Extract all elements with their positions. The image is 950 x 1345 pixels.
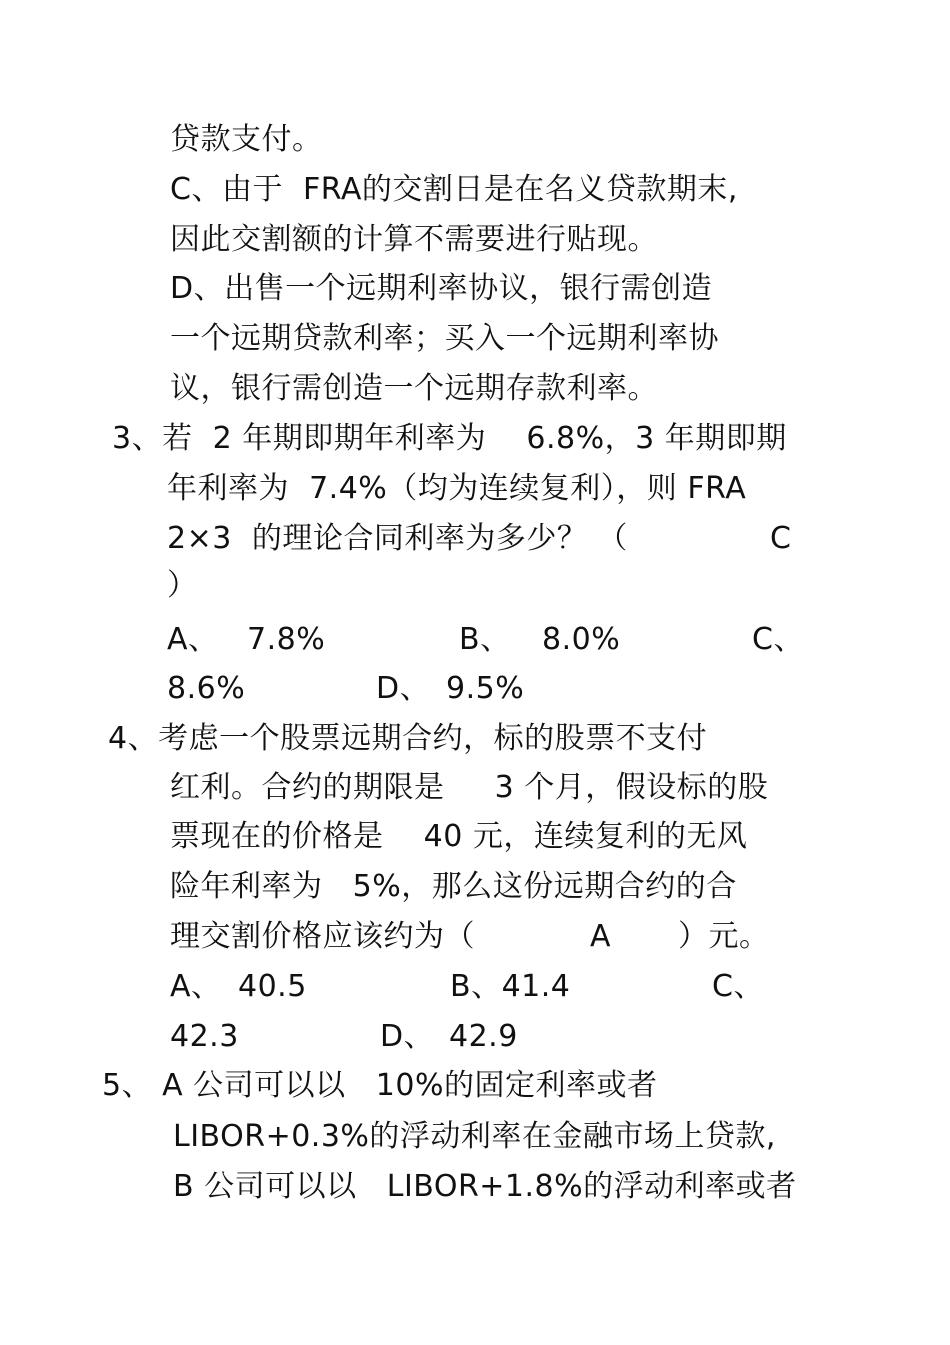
option-label: D、 <box>376 671 431 706</box>
option-label: D、 <box>380 1019 435 1054</box>
text-line: 险年利率为 5%，那么这份远期合约的合 <box>170 869 737 904</box>
option-value: 42.9 <box>449 1019 518 1054</box>
option-value: 9.5% <box>446 671 525 706</box>
text-line: 因此交割额的计算不需要进行贴现。 <box>170 222 658 257</box>
option-value: 40.5 <box>238 969 307 1004</box>
option-label: A、 <box>170 969 222 1004</box>
text-line: C、由于 FRA的交割日是在名义贷款期末, <box>170 172 738 207</box>
text-line: ） <box>167 568 198 603</box>
question-3-line: 3、若 2 年期即期年利率为 6.8%，3 年期即期 <box>112 421 787 456</box>
text-line: LIBOR+0.3%的浮动利率在金融市场上贷款, <box>173 1119 776 1154</box>
text-line: 红利。合约的期限是 3 个月，假设标的股 <box>170 770 769 805</box>
option-label: C、 <box>752 622 804 657</box>
option-label: C、 <box>712 969 764 1004</box>
text-line: 2×3 的理论合同利率为多少？ （ <box>167 521 628 556</box>
answer-mark: C <box>770 521 792 556</box>
text-line: 议，银行需创造一个远期存款利率。 <box>170 371 658 406</box>
question-5-line: 5、 A 公司可以以 10%的固定利率或者 <box>102 1068 658 1103</box>
text-line: 贷款支付。 <box>170 122 323 157</box>
question-4-line: 4、考虑一个股票远期合约，标的股票不支付 <box>108 721 708 756</box>
option-value: 42.3 <box>170 1019 239 1054</box>
text-line: 年利率为 7.4%（均为连续复利），则 FRA <box>167 471 747 506</box>
option-label: B、 <box>459 622 511 657</box>
option-value: 7.8% <box>247 622 326 657</box>
text-line: 一个远期贷款利率；买入一个远期利率协 <box>170 321 719 356</box>
text-line: B 公司可以以 LIBOR+1.8%的浮动利率或者 <box>173 1169 797 1204</box>
option-value: 8.6% <box>167 671 246 706</box>
text-line: D、出售一个远期利率协议，银行需创造 <box>170 271 713 306</box>
answer-mark: A <box>590 919 612 954</box>
text-line: 理交割价格应该约为（ <box>170 919 475 954</box>
text-line: ）元。 <box>678 919 770 954</box>
option-label: A、 <box>167 622 219 657</box>
option-value: B、41.4 <box>450 969 571 1004</box>
option-value: 8.0% <box>542 622 621 657</box>
text-line: 票现在的价格是 40 元，连续复利的无风 <box>170 819 748 854</box>
